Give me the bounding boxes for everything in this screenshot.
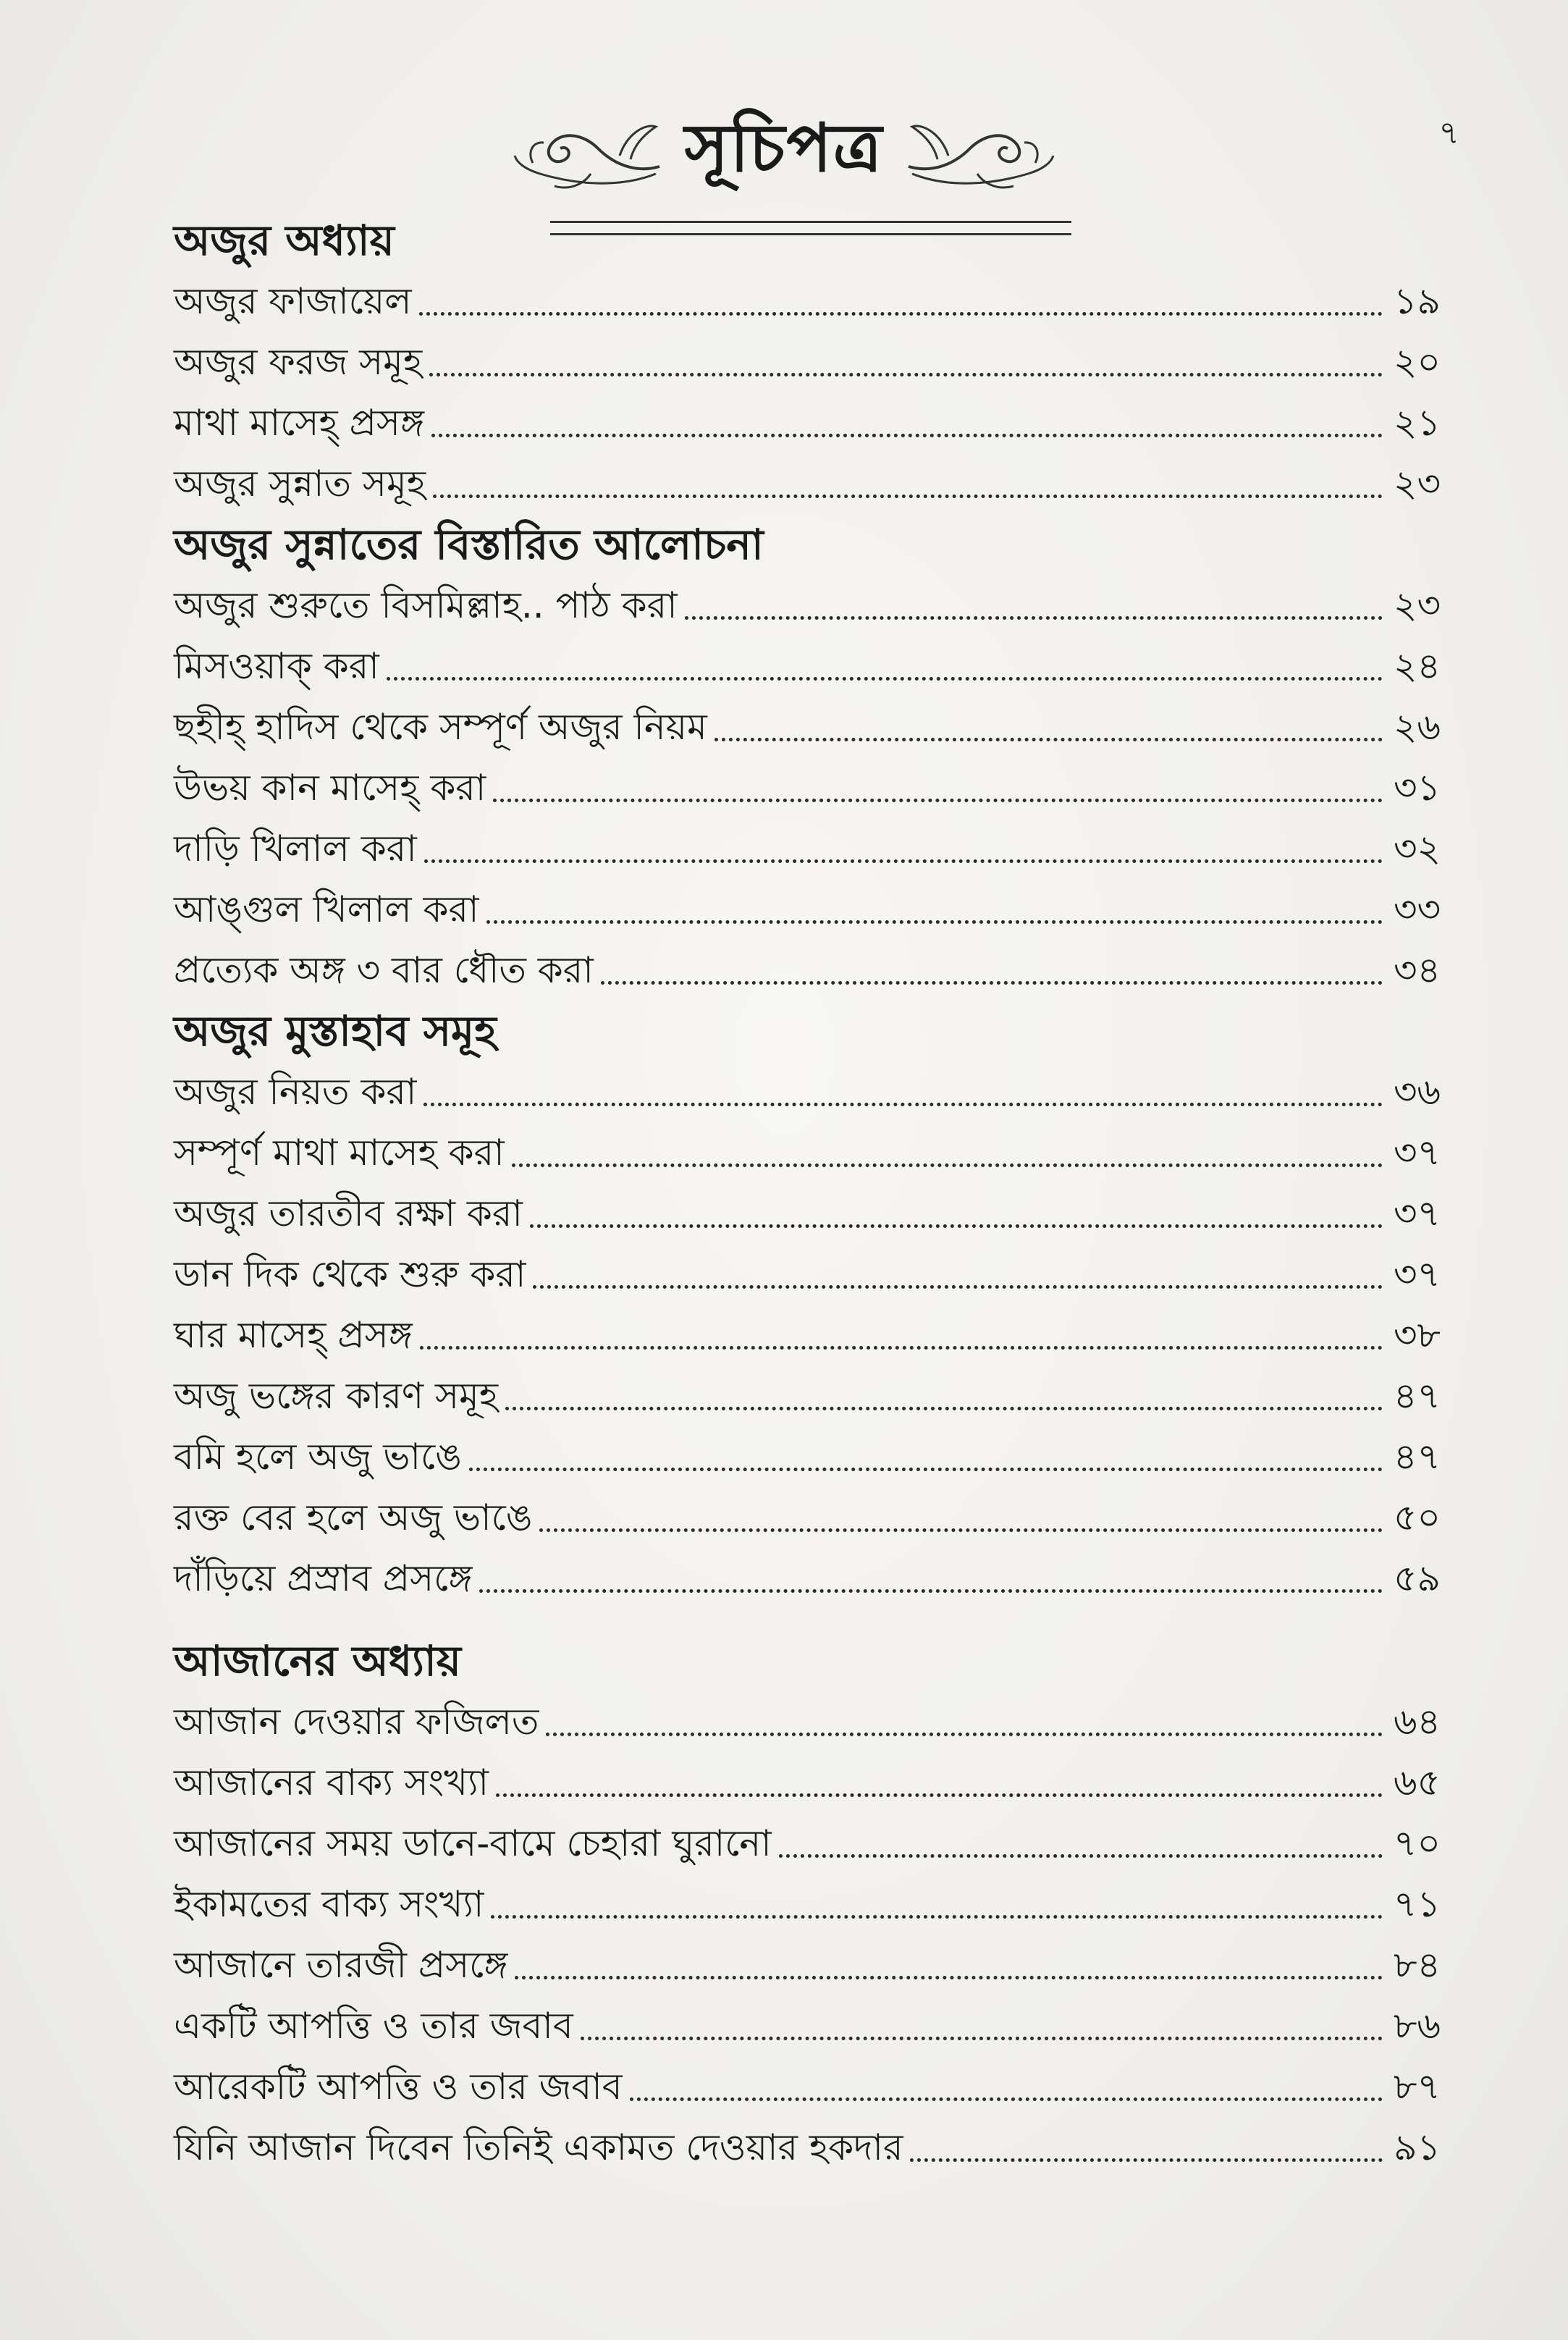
dot-leader (581, 2036, 1383, 2040)
entry-page: ৮৭ (1394, 2066, 1441, 2108)
entry-page: ৬৪ (1394, 1701, 1441, 1743)
toc-entry[interactable] (174, 392, 1441, 453)
dot-leader (424, 859, 1383, 863)
toc-entry[interactable] (174, 332, 1441, 392)
dot-leader (387, 676, 1383, 681)
entry-label: একটি আপত্তি ও তার জবাব (174, 2005, 573, 2047)
entry-page: ২০ (1393, 341, 1441, 383)
dot-leader (779, 1853, 1383, 1858)
entry-label: দাঁড়িয়ে প্রস্রাব প্রসঙ্গে (174, 1557, 473, 1599)
section-heading: আজানের অধ্যায় (174, 1636, 461, 1685)
dot-leader (469, 1467, 1383, 1471)
toc-header (0, 80, 1568, 224)
toc-entry[interactable] (174, 1813, 1441, 1874)
entry-label: আজানে তারজী প্রসঙ্গে (174, 1944, 508, 1986)
entry-label: ঘার মাসেহ্ প্রসঙ্গ (174, 1314, 413, 1356)
entry-label: ছহীহ্ হাদিস থেকে সম্পূর্ণ অজুর নিয়ম (174, 706, 707, 748)
left-flourish-icon (511, 105, 663, 199)
toc-entry[interactable] (174, 818, 1441, 879)
dot-leader (420, 1345, 1383, 1350)
toc-entry[interactable] (174, 757, 1441, 818)
entry-page: ৫৯ (1394, 1557, 1441, 1599)
toc-entry[interactable] (174, 1995, 1441, 2056)
dot-leader (431, 433, 1383, 437)
toc-entry[interactable] (174, 575, 1441, 636)
entry-page: ৩২ (1393, 828, 1441, 870)
toc-entry[interactable] (174, 1752, 1441, 1813)
entry-label: উভয় কান মাসেহ্ করা (174, 767, 486, 809)
entry-page: ৭০ (1393, 1822, 1441, 1864)
entry-label: অজুর শুরুতে বিসমিল্লাহ.. পাঠ করা (174, 584, 678, 626)
entry-page: ২৬ (1393, 706, 1441, 748)
toc-entry[interactable] (174, 1548, 1441, 1609)
entry-label: অজুর নিয়ত করা (174, 1071, 417, 1113)
toc-entry[interactable] (174, 1122, 1441, 1183)
page-title: সূচিপত্র (684, 109, 884, 187)
entry-label: বমি হলে অজু ভাঙে (174, 1436, 462, 1478)
entry-label: আজান দেওয়ার ফজিলত (174, 1701, 539, 1743)
toc-entry[interactable] (174, 696, 1441, 757)
dot-leader (910, 2158, 1383, 2162)
page-number: ৭ (1438, 114, 1459, 151)
entry-page: ৩৩ (1393, 888, 1441, 930)
toc-entry[interactable] (174, 1244, 1441, 1305)
toc-entry[interactable] (174, 1874, 1441, 1935)
entry-label: আজানের বাক্য সংখ্যা (174, 1762, 489, 1804)
dot-leader (515, 1975, 1383, 1979)
dot-leader (630, 2097, 1383, 2101)
dot-leader (433, 494, 1383, 498)
toc-entry[interactable] (174, 2117, 1441, 2178)
entry-label: আজানের সময় ডানে-বামে চেহারা ঘুরানো (174, 1822, 772, 1864)
toc-entry[interactable] (174, 1365, 1441, 1426)
entry-label: অজুর ফাজায়েল (174, 280, 412, 322)
dot-leader (486, 919, 1383, 924)
entry-label: দাড়ি খিলাল করা (174, 828, 417, 870)
toc-entry[interactable] (174, 1061, 1441, 1122)
section-heading: অজুর মুস্তাহাব সমূহ (174, 1006, 497, 1056)
entry-label: অজুর সুন্নাত সমূহ (174, 463, 426, 505)
entry-label: আঙ্গুল খিলাল করা (174, 888, 479, 930)
right-flourish-icon (905, 105, 1057, 199)
toc-entry[interactable] (174, 271, 1441, 332)
entry-page: ৩৪ (1394, 949, 1441, 991)
toc-entry[interactable] (174, 2056, 1441, 2117)
dot-leader (423, 1102, 1383, 1106)
dot-leader (685, 615, 1383, 620)
entry-label: মাথা মাসেহ্ প্রসঙ্গ (174, 402, 425, 444)
entry-label: অজুর ফরজ সমূহ (174, 341, 423, 383)
entry-page: ৯১ (1394, 2126, 1441, 2168)
entry-page: ৩৬ (1393, 1071, 1441, 1113)
toc-entry[interactable] (174, 1305, 1441, 1365)
entry-page: ২৩ (1393, 463, 1441, 505)
table-of-contents (174, 210, 1441, 2178)
entry-label: ইকামতের বাক্য সংখ্যা (174, 1883, 484, 1925)
entry-page: ৪৭ (1394, 1436, 1441, 1478)
dot-leader (496, 1793, 1383, 1797)
dot-leader (715, 737, 1383, 741)
toc-entry[interactable] (174, 1935, 1441, 1995)
toc-entry[interactable] (174, 1183, 1441, 1244)
toc-entry[interactable] (174, 1691, 1441, 1752)
entry-page: ৮৬ (1394, 2005, 1441, 2047)
toc-entry[interactable] (174, 636, 1441, 696)
entry-page: ৬৫ (1394, 1762, 1441, 1804)
dot-leader (601, 980, 1383, 985)
section-heading: অজুর অধ্যায় (174, 216, 395, 265)
toc-entry[interactable] (174, 879, 1441, 940)
entry-page: ৪৭ (1394, 1375, 1441, 1417)
dot-leader (491, 1914, 1383, 1919)
entry-page: ৭১ (1394, 1883, 1441, 1925)
entry-label: যিনি আজান দিবেন তিনিই একামত দেওয়ার হকদার (174, 2126, 903, 2168)
entry-label: আরেকটি আপত্তি ও তার জবাব (174, 2066, 623, 2108)
dot-leader (419, 311, 1383, 316)
entry-page: ৩৭ (1393, 1132, 1441, 1174)
dot-leader (512, 1163, 1383, 1167)
toc-entry[interactable] (174, 1487, 1441, 1548)
entry-page: ২১ (1394, 402, 1441, 444)
entry-page: ৩৮ (1394, 1314, 1441, 1356)
entry-label: মিসওয়াক্ করা (174, 645, 379, 687)
entry-page: ৩৭ (1393, 1192, 1441, 1234)
toc-entry[interactable] (174, 940, 1441, 1001)
dot-leader (429, 372, 1383, 376)
dot-leader (479, 1588, 1383, 1593)
entry-label: রক্ত বের হলে অজু ভাঙে (174, 1497, 533, 1539)
dot-leader (493, 798, 1383, 802)
dot-leader (530, 1224, 1383, 1228)
dot-leader (539, 1528, 1383, 1532)
entry-label: অজু ভঙ্গের কারণ সমূহ (174, 1375, 499, 1417)
entry-page: ৩৭ (1393, 1253, 1441, 1295)
section-heading: অজুর সুন্নাতের বিস্তারিত আলোচনা (174, 520, 764, 569)
entry-page: ৩১ (1394, 767, 1441, 809)
entry-label: অজুর তারতীব রক্ষা করা (174, 1192, 523, 1234)
entry-page: ৮৪ (1394, 1944, 1441, 1986)
toc-entry[interactable] (174, 1426, 1441, 1487)
entry-label: ডান দিক থেকে শুরু করা (174, 1253, 526, 1295)
toc-entry[interactable] (174, 453, 1441, 514)
dot-leader (533, 1284, 1383, 1289)
entry-page: ২৩ (1393, 584, 1441, 626)
dot-leader (505, 1406, 1383, 1410)
entry-page: ৫০ (1394, 1497, 1441, 1539)
dot-leader (546, 1732, 1383, 1736)
entry-label: প্রত্যেক অঙ্গ ৩ বার ধৌত করা (174, 949, 594, 991)
entry-page: ২৪ (1394, 645, 1441, 687)
entry-page: ১৯ (1394, 280, 1441, 322)
entry-label: সম্পূর্ণ মাথা মাসেহ করা (174, 1132, 505, 1174)
